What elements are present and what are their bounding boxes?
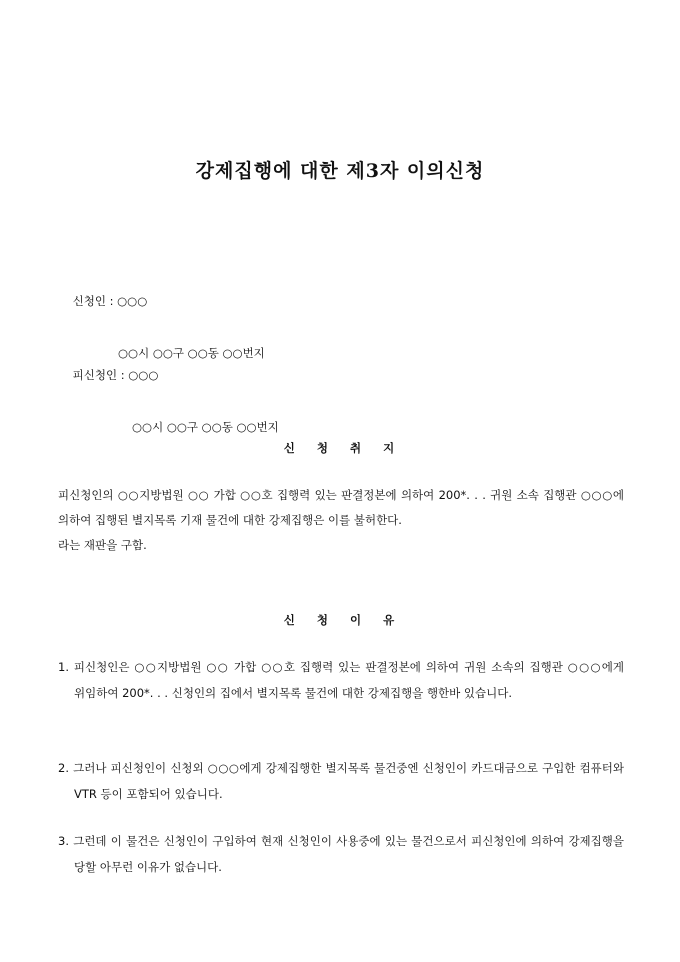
reasons-heading: 신 청 이 유 — [283, 613, 397, 627]
applicant-address: ○○시 ○○구 ○○동 ○○번지 — [118, 346, 265, 360]
purpose-closing: 라는 재판을 구함. — [58, 538, 147, 552]
purpose-paragraph — [58, 483, 624, 558]
respondent-address: ○○시 ○○구 ○○동 ○○번지 — [132, 420, 279, 434]
reason-item: 2. 그러나 피신청인이 신청외 ○○○에게 강제집행한 별지목록 물건중엔 신청인이 카드대금으로 구입한 컴퓨터와 VTR 등이 포함되어 있습니다. — [58, 761, 624, 801]
purpose-heading: 신 청 취 지 — [283, 441, 397, 455]
reason-item: 1. 피신청인은 ○○지방법원 ○○ 가합 ○○호 집행력 있는 판결정본에 의하여 귀원 소속의 집행관 ○○○에게 위임하여 200*. . . 신청인의 집에서 별지목록 물건에 대한 강제집행을 행한바 있습니다. — [58, 660, 624, 700]
respondent-block — [58, 336, 279, 492]
respondent-label: 피신청인 : ○○○ — [72, 368, 159, 382]
reason-item: 3. 그런데 이 물건은 신청인이 구입하여 현재 신청인이 사용중에 있는 물건으로서 피신청인에 의하여 강제집행을 당할 아무런 이유가 없습니다. — [58, 834, 624, 874]
document-title: 강제집행에 대한 제3자 이의신청 — [195, 160, 485, 182]
purpose-text: 피신청인의 ○○지방법원 ○○ 가합 ○○호 집행력 있는 판결정본에 의하여 200*. . . 귀원 소속 집행관 ○○○에 의하여 집행된 별지목록 기재 물건에 대한 강제집행은 이를 불허한다. — [58, 488, 624, 527]
applicant-label: 신청인 : ○○○ — [72, 294, 148, 308]
